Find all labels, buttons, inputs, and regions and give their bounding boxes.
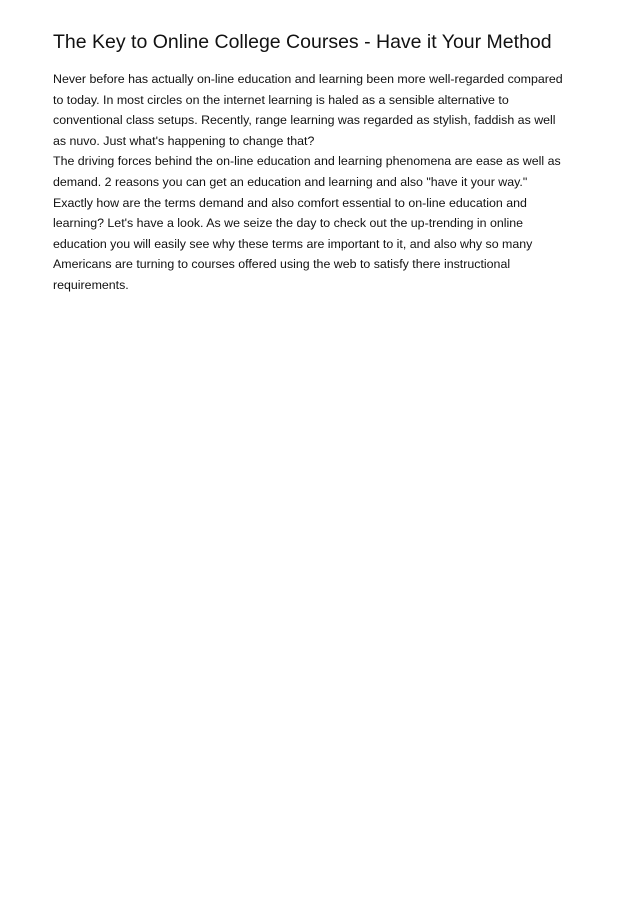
body-line: education you will easily see why these terms are important to it, and also why so many: [53, 236, 533, 251]
document-title: The Key to Online College Courses - Have it Your Method: [53, 31, 552, 53]
body-line: Never before has actually on-line education and learning been more well-regarded compared: [53, 72, 563, 86]
body-line: Americans are turning to courses offered using the web to satisfy there instructional: [53, 257, 511, 272]
document-body: [53, 69, 593, 296]
body-line: as nuvo. Just what's happening to change that?: [53, 133, 315, 148]
body-line: The driving forces behind the on-line education and learning phenomena are ease as well as: [53, 154, 561, 169]
body-line: learning? Let's have a look. As we seize the day to check out the up-trending in online: [53, 216, 524, 231]
body-line: Exactly how are the terms demand and also comfort essential to on-line education and: [53, 195, 527, 210]
body-line: demand. 2 reasons you can get an education and learning and also "have it your way.": [53, 174, 528, 189]
body-line: to today. In most circles on the internet learning is haled as a sensible alternative to: [53, 92, 509, 107]
body-line: requirements.: [53, 277, 129, 292]
body-line: conventional class setups. Recently, range learning was regarded as stylish, faddish as well: [53, 113, 556, 128]
